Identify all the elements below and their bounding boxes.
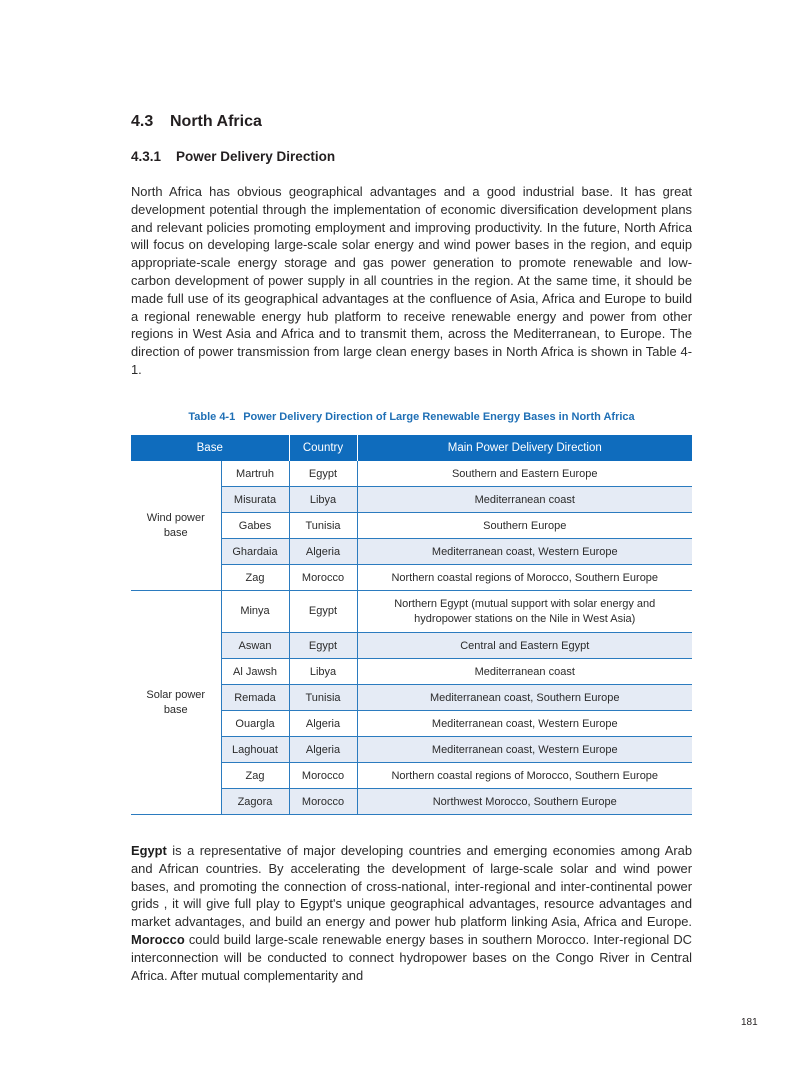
delivery-direction-table (131, 435, 692, 815)
country-cell: Morocco (289, 789, 357, 815)
base-cell: Al Jawsh (221, 659, 289, 685)
direction-cell: Mediterranean coast (357, 487, 692, 513)
base-cell: Gabes (221, 513, 289, 539)
header-direction: Main Power Delivery Direction (357, 435, 692, 461)
base-cell: Zag (221, 763, 289, 789)
table-caption-number: Table 4-1 (188, 411, 236, 423)
egypt-bold: Egypt (131, 843, 167, 858)
table-row (131, 591, 692, 633)
direction-cell: Northern coastal regions of Morocco, Southern Europe (357, 763, 692, 789)
country-cell: Egypt (289, 633, 357, 659)
country-cell: Algeria (289, 711, 357, 737)
base-cell: Martruh (221, 461, 289, 487)
subsection-heading (131, 149, 335, 164)
country-cell: Egypt (289, 461, 357, 487)
header-base: Base (131, 435, 289, 461)
morocco-text: could build large-scale renewable energy bases in southern Morocco. Inter-regional DC interconnection will be conducted to connect hydropower bases on the Congo River in Central Africa. After mutual complementarity and (131, 931, 692, 983)
direction-cell: Northern Egypt (mutual support with solar energy and hydropower stations on the Nile in West Asia) (357, 591, 692, 633)
base-cell: Ouargla (221, 711, 289, 737)
header-country: Country (289, 435, 357, 461)
direction-cell: Southern and Eastern Europe (357, 461, 692, 487)
base-cell: Remada (221, 685, 289, 711)
base-cell: Minya (221, 591, 289, 633)
country-cell: Morocco (289, 565, 357, 591)
base-cell: Misurata (221, 487, 289, 513)
table-header-row (131, 435, 692, 461)
morocco-bold: Morocco (131, 931, 185, 947)
direction-cell: Mediterranean coast (357, 659, 692, 685)
direction-cell: Mediterranean coast, Western Europe (357, 737, 692, 763)
subsection-title: Power Delivery Direction (176, 149, 336, 164)
group-label-cell: Solar power base (131, 591, 221, 815)
country-cell: Tunisia (289, 513, 357, 539)
direction-cell: Northwest Morocco, Southern Europe (357, 789, 692, 815)
section-number: 4.3 (131, 113, 154, 130)
intro-paragraph: North Africa has obvious geographical advantages and a good industrial base. It has great development potential through the implementation of economic diversification development plans and relevant policies promoting employment and improving productivity. In the future, North Africa will focus on developing large-scale solar energy and wind power bases in the region, and equip appropriate-scale energy storage and gas power generation to promote renewable and low-carbon development of power supply in all countries in the region. At the same time, it should be made full use of its geographical advantages at the confluence of Asia, Africa and Europe to build a regional renewable energy hub platform to receive renewable energy and power from other regions in West Asia and Africa and to transmit them, across the Mediterranean, to Europe. The direction of power transmission from large clean energy bases in North Africa is shown in Table 4-1. (131, 184, 692, 377)
page-number: 181 (741, 1017, 758, 1028)
base-cell: Ghardaia (221, 539, 289, 565)
section-title: North Africa (170, 113, 262, 130)
table-caption-title: Power Delivery Direction of Large Renewable Energy Bases in North Africa (243, 411, 635, 423)
country-cell: Libya (289, 659, 357, 685)
section-heading (131, 113, 262, 131)
country-cell: Tunisia (289, 685, 357, 711)
base-cell: Zag (221, 565, 289, 591)
group-label-cell: Wind power base (131, 461, 221, 591)
table-row (131, 461, 692, 487)
country-cell: Egypt (289, 591, 357, 633)
country-cell: Algeria (289, 737, 357, 763)
base-cell: Zagora (221, 789, 289, 815)
egypt-text: is a representative of major developing countries and emerging economies among Arab and African countries. By accelerating the development of large-scale solar and wind power bases, and promoting the connection of cross-national, inter-regional and inter-continental power grids , it will give full play to Egypt's unique geographical advantages, resource advantages and market advantages, and build an energy and power hub platform linking Asia, Africa and Europe. (131, 843, 692, 930)
base-cell: Laghouat (221, 737, 289, 763)
direction-cell: Northern coastal regions of Morocco, Southern Europe (357, 565, 692, 591)
subsection-number: 4.3.1 (131, 149, 162, 164)
table-caption (131, 411, 692, 423)
direction-cell: Mediterranean coast, Western Europe (357, 539, 692, 565)
direction-cell: Mediterranean coast, Western Europe (357, 711, 692, 737)
direction-cell: Central and Eastern Egypt (357, 633, 692, 659)
direction-cell: Mediterranean coast, Southern Europe (357, 685, 692, 711)
country-cell: Morocco (289, 763, 357, 789)
country-cell: Algeria (289, 539, 357, 565)
egypt-morocco-paragraph (131, 842, 692, 984)
direction-cell: Southern Europe (357, 513, 692, 539)
base-cell: Aswan (221, 633, 289, 659)
country-cell: Libya (289, 487, 357, 513)
